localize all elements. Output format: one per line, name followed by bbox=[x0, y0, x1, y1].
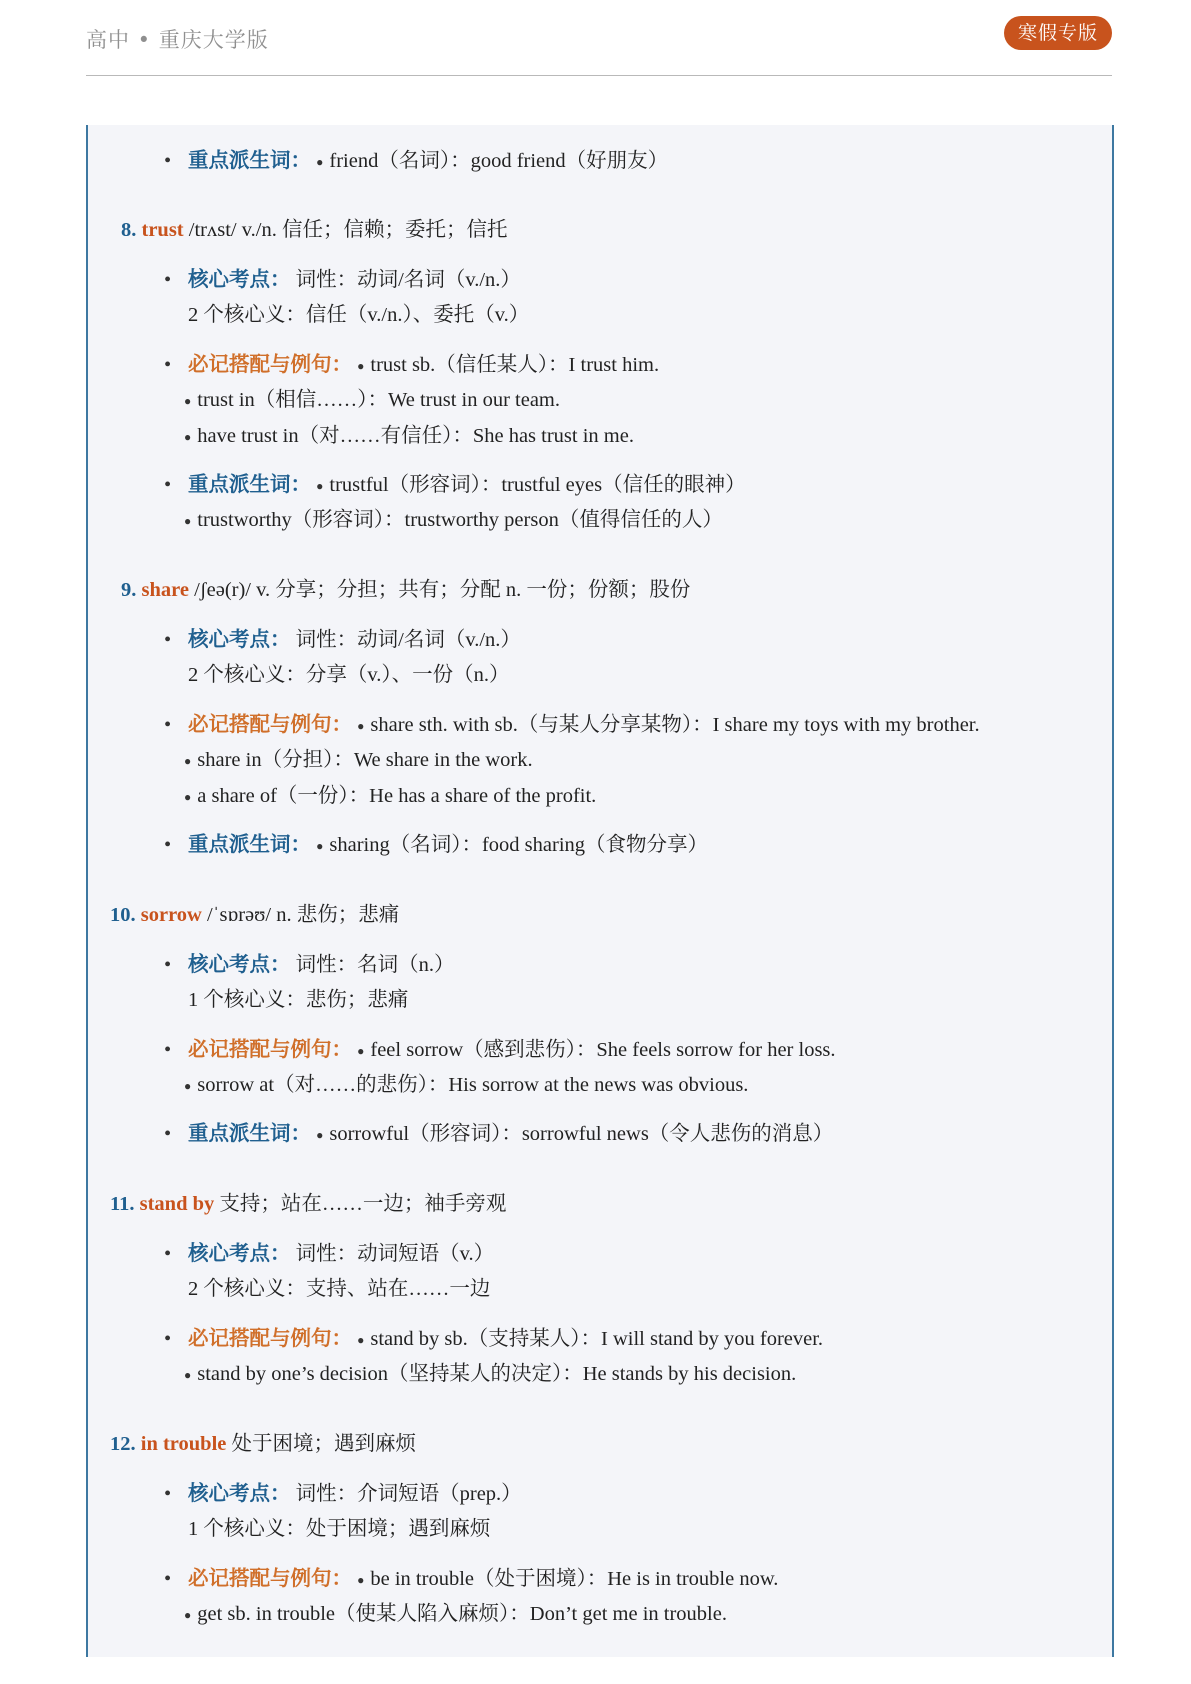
deriv-line: • 重点派生词： ● friend（名词）：good friend（好朋友） bbox=[164, 148, 669, 172]
core-line: • 核心考点： 词性：介词短语（prep.） bbox=[164, 1481, 522, 1505]
colloc-item: sorrow at（对……的悲伤）：His sorrow at the news was obvious. bbox=[197, 1074, 749, 1096]
colloc-line: • 必记搭配与例句： ● be in trouble（处于困境）：He is in trouble now. bbox=[164, 1566, 779, 1590]
colloc-item-line: ● have trust in（对……有信任）：She has trust in me. bbox=[184, 425, 634, 447]
entry-word: share bbox=[141, 579, 189, 601]
core-meaning: 2 个核心义：分享（v.）、一份（n.） bbox=[188, 664, 510, 686]
deriv-line: • 重点派生词： ● sharing（名词）：food sharing（食物分享） bbox=[164, 832, 709, 856]
colloc-item-line: ● sorrow at（对……的悲伤）：His sorrow at the news was obvious. bbox=[184, 1074, 749, 1096]
colloc-item-line: ● get sb. in trouble（使某人陷入麻烦）：Don’t get me in trouble. bbox=[184, 1603, 727, 1625]
core-pos: 词性：动词/名词（v./n.） bbox=[295, 629, 521, 651]
deriv-line: • 重点派生词： ● trustful（形容词）：trustful eyes（信任的眼神） bbox=[164, 472, 746, 496]
entry-word: sorrow bbox=[140, 904, 202, 926]
colloc-item: share in（分担）：We share in the work. bbox=[197, 749, 533, 771]
entry-definition: /ˈsɒrəʊ/ n. 悲伤；悲痛 bbox=[201, 904, 400, 926]
deriv-item: trustworthy（形容词）：trustworthy person（值得信任的人） bbox=[197, 509, 723, 531]
deriv-label: 重点派生词： bbox=[188, 472, 311, 496]
colloc-item: trust in（相信……）：We trust in our team. bbox=[197, 389, 561, 411]
core-meaning: 2 个核心义：信任（v./n.）、委托（v.） bbox=[188, 304, 530, 326]
colloc-item-line: ● share in（分担）：We share in the work. bbox=[184, 749, 533, 771]
deriv-label: 重点派生词： bbox=[188, 832, 311, 856]
entry-heading-in-trouble bbox=[110, 1430, 416, 1458]
colloc-item: be in trouble（处于困境）：He is in trouble now. bbox=[370, 1568, 779, 1590]
entry-number: 10. bbox=[110, 904, 136, 926]
colloc-item: stand by sb.（支持某人）：I will stand by you forever. bbox=[370, 1328, 824, 1350]
colloc-line: • 必记搭配与例句： ● feel sorrow（感到悲伤）：She feels sorrow for her loss. bbox=[164, 1037, 836, 1061]
core-line: • 核心考点： 词性：动词短语（v.） bbox=[164, 1241, 495, 1265]
colloc-line: • 必记搭配与例句： ● stand by sb.（支持某人）：I will stand by you forever. bbox=[164, 1326, 824, 1350]
deriv-line: • 重点派生词： ● sorrowful（形容词）：sorrowful news（令人悲伤的消息） bbox=[164, 1121, 834, 1145]
colloc-item: stand by one’s decision（坚持某人的决定）：He stands by his decision. bbox=[197, 1363, 797, 1385]
entry-number: 11. bbox=[110, 1193, 135, 1215]
header-divider bbox=[86, 75, 1112, 76]
core-label: 核心考点： bbox=[188, 267, 291, 291]
core-label: 核心考点： bbox=[188, 1241, 291, 1265]
entry-word: in trouble bbox=[140, 1433, 227, 1455]
deriv-item: trustful（形容词）：trustful eyes（信任的眼神） bbox=[329, 474, 746, 496]
core-line: • 核心考点： 词性：名词（n.） bbox=[164, 952, 455, 976]
core-label: 核心考点： bbox=[188, 627, 291, 651]
entry-definition: 处于困境；遇到麻烦 bbox=[226, 1433, 416, 1455]
deriv-label: 重点派生词： bbox=[188, 148, 311, 172]
edition-badge: 寒假专版 bbox=[1004, 16, 1112, 50]
colloc-item: get sb. in trouble（使某人陷入麻烦）：Don’t get me in trouble. bbox=[197, 1603, 727, 1625]
colloc-line: • 必记搭配与例句： ● trust sb.（信任某人）：I trust him. bbox=[164, 352, 660, 376]
colloc-label: 必记搭配与例句： bbox=[188, 712, 352, 736]
colloc-line: • 必记搭配与例句： ● share sth. with sb.（与某人分享某物）：I share my toys with my brother. bbox=[164, 712, 980, 736]
colloc-label: 必记搭配与例句： bbox=[188, 1326, 352, 1350]
entry-word: trust bbox=[141, 219, 184, 241]
colloc-item: feel sorrow（感到悲伤）：She feels sorrow for her loss. bbox=[370, 1039, 836, 1061]
entry-word: stand by bbox=[139, 1193, 215, 1215]
colloc-item: a share of（一份）：He has a share of the profit. bbox=[197, 785, 597, 807]
deriv-text: friend（名词）：good friend（好朋友） bbox=[329, 150, 669, 172]
colloc-item: share sth. with sb.（与某人分享某物）：I share my toys with my brother. bbox=[370, 714, 980, 736]
core-label: 核心考点： bbox=[188, 952, 291, 976]
entry-heading-share bbox=[121, 576, 690, 604]
entry-number: 12. bbox=[110, 1433, 136, 1455]
core-label: 核心考点： bbox=[188, 1481, 291, 1505]
deriv-item: sorrowful（形容词）：sorrowful news（令人悲伤的消息） bbox=[329, 1123, 834, 1145]
deriv-label: 重点派生词： bbox=[188, 1121, 311, 1145]
entry-heading-sorrow bbox=[110, 901, 399, 929]
core-line: • 核心考点： 词性：动词/名词（v./n.） bbox=[164, 627, 521, 651]
core-meaning: 1 个核心义：处于困境；遇到麻烦 bbox=[188, 1518, 491, 1540]
core-line: • 核心考点： 词性：动词/名词（v./n.） bbox=[164, 267, 521, 291]
colloc-item: trust sb.（信任某人）：I trust him. bbox=[370, 354, 660, 376]
colloc-item: have trust in（对……有信任）：She has trust in me. bbox=[197, 425, 634, 447]
deriv-item-line: ● trustworthy（形容词）：trustworthy person（值得信任的人） bbox=[184, 509, 723, 531]
core-pos: 词性：动词短语（v.） bbox=[295, 1243, 495, 1265]
entry-definition: /trʌst/ v./n. 信任；信赖；委托；信托 bbox=[183, 219, 508, 241]
colloc-label: 必记搭配与例句： bbox=[188, 1037, 352, 1061]
entry-number: 9. bbox=[121, 579, 137, 601]
core-pos: 词性：介词短语（prep.） bbox=[295, 1483, 522, 1505]
colloc-label: 必记搭配与例句： bbox=[188, 1566, 352, 1590]
entry-definition: /ʃeə(r)/ v. 分享；分担；共有；分配 n. 一份；份额；股份 bbox=[188, 579, 691, 601]
core-pos: 词性：名词（n.） bbox=[295, 954, 455, 976]
colloc-item-line: ● stand by one’s decision（坚持某人的决定）：He stands by his decision. bbox=[184, 1363, 797, 1385]
entry-heading-stand-by bbox=[110, 1190, 506, 1218]
header-title: 高中 • 重庆大学版 bbox=[86, 28, 269, 52]
colloc-item-line: ● trust in（相信……）：We trust in our team. bbox=[184, 389, 561, 411]
core-meaning: 2 个核心义：支持、站在……一边 bbox=[188, 1278, 491, 1300]
core-pos: 词性：动词/名词（v./n.） bbox=[295, 269, 521, 291]
deriv-item: sharing（名词）：food sharing（食物分享） bbox=[329, 834, 709, 856]
entry-number: 8. bbox=[121, 219, 137, 241]
colloc-label: 必记搭配与例句： bbox=[188, 352, 352, 376]
core-meaning: 1 个核心义：悲伤；悲痛 bbox=[188, 989, 409, 1011]
colloc-item-line: ● a share of（一份）：He has a share of the profit. bbox=[184, 785, 597, 807]
entry-heading-trust bbox=[121, 216, 507, 244]
entry-definition: 支持；站在……一边；袖手旁观 bbox=[214, 1193, 507, 1215]
